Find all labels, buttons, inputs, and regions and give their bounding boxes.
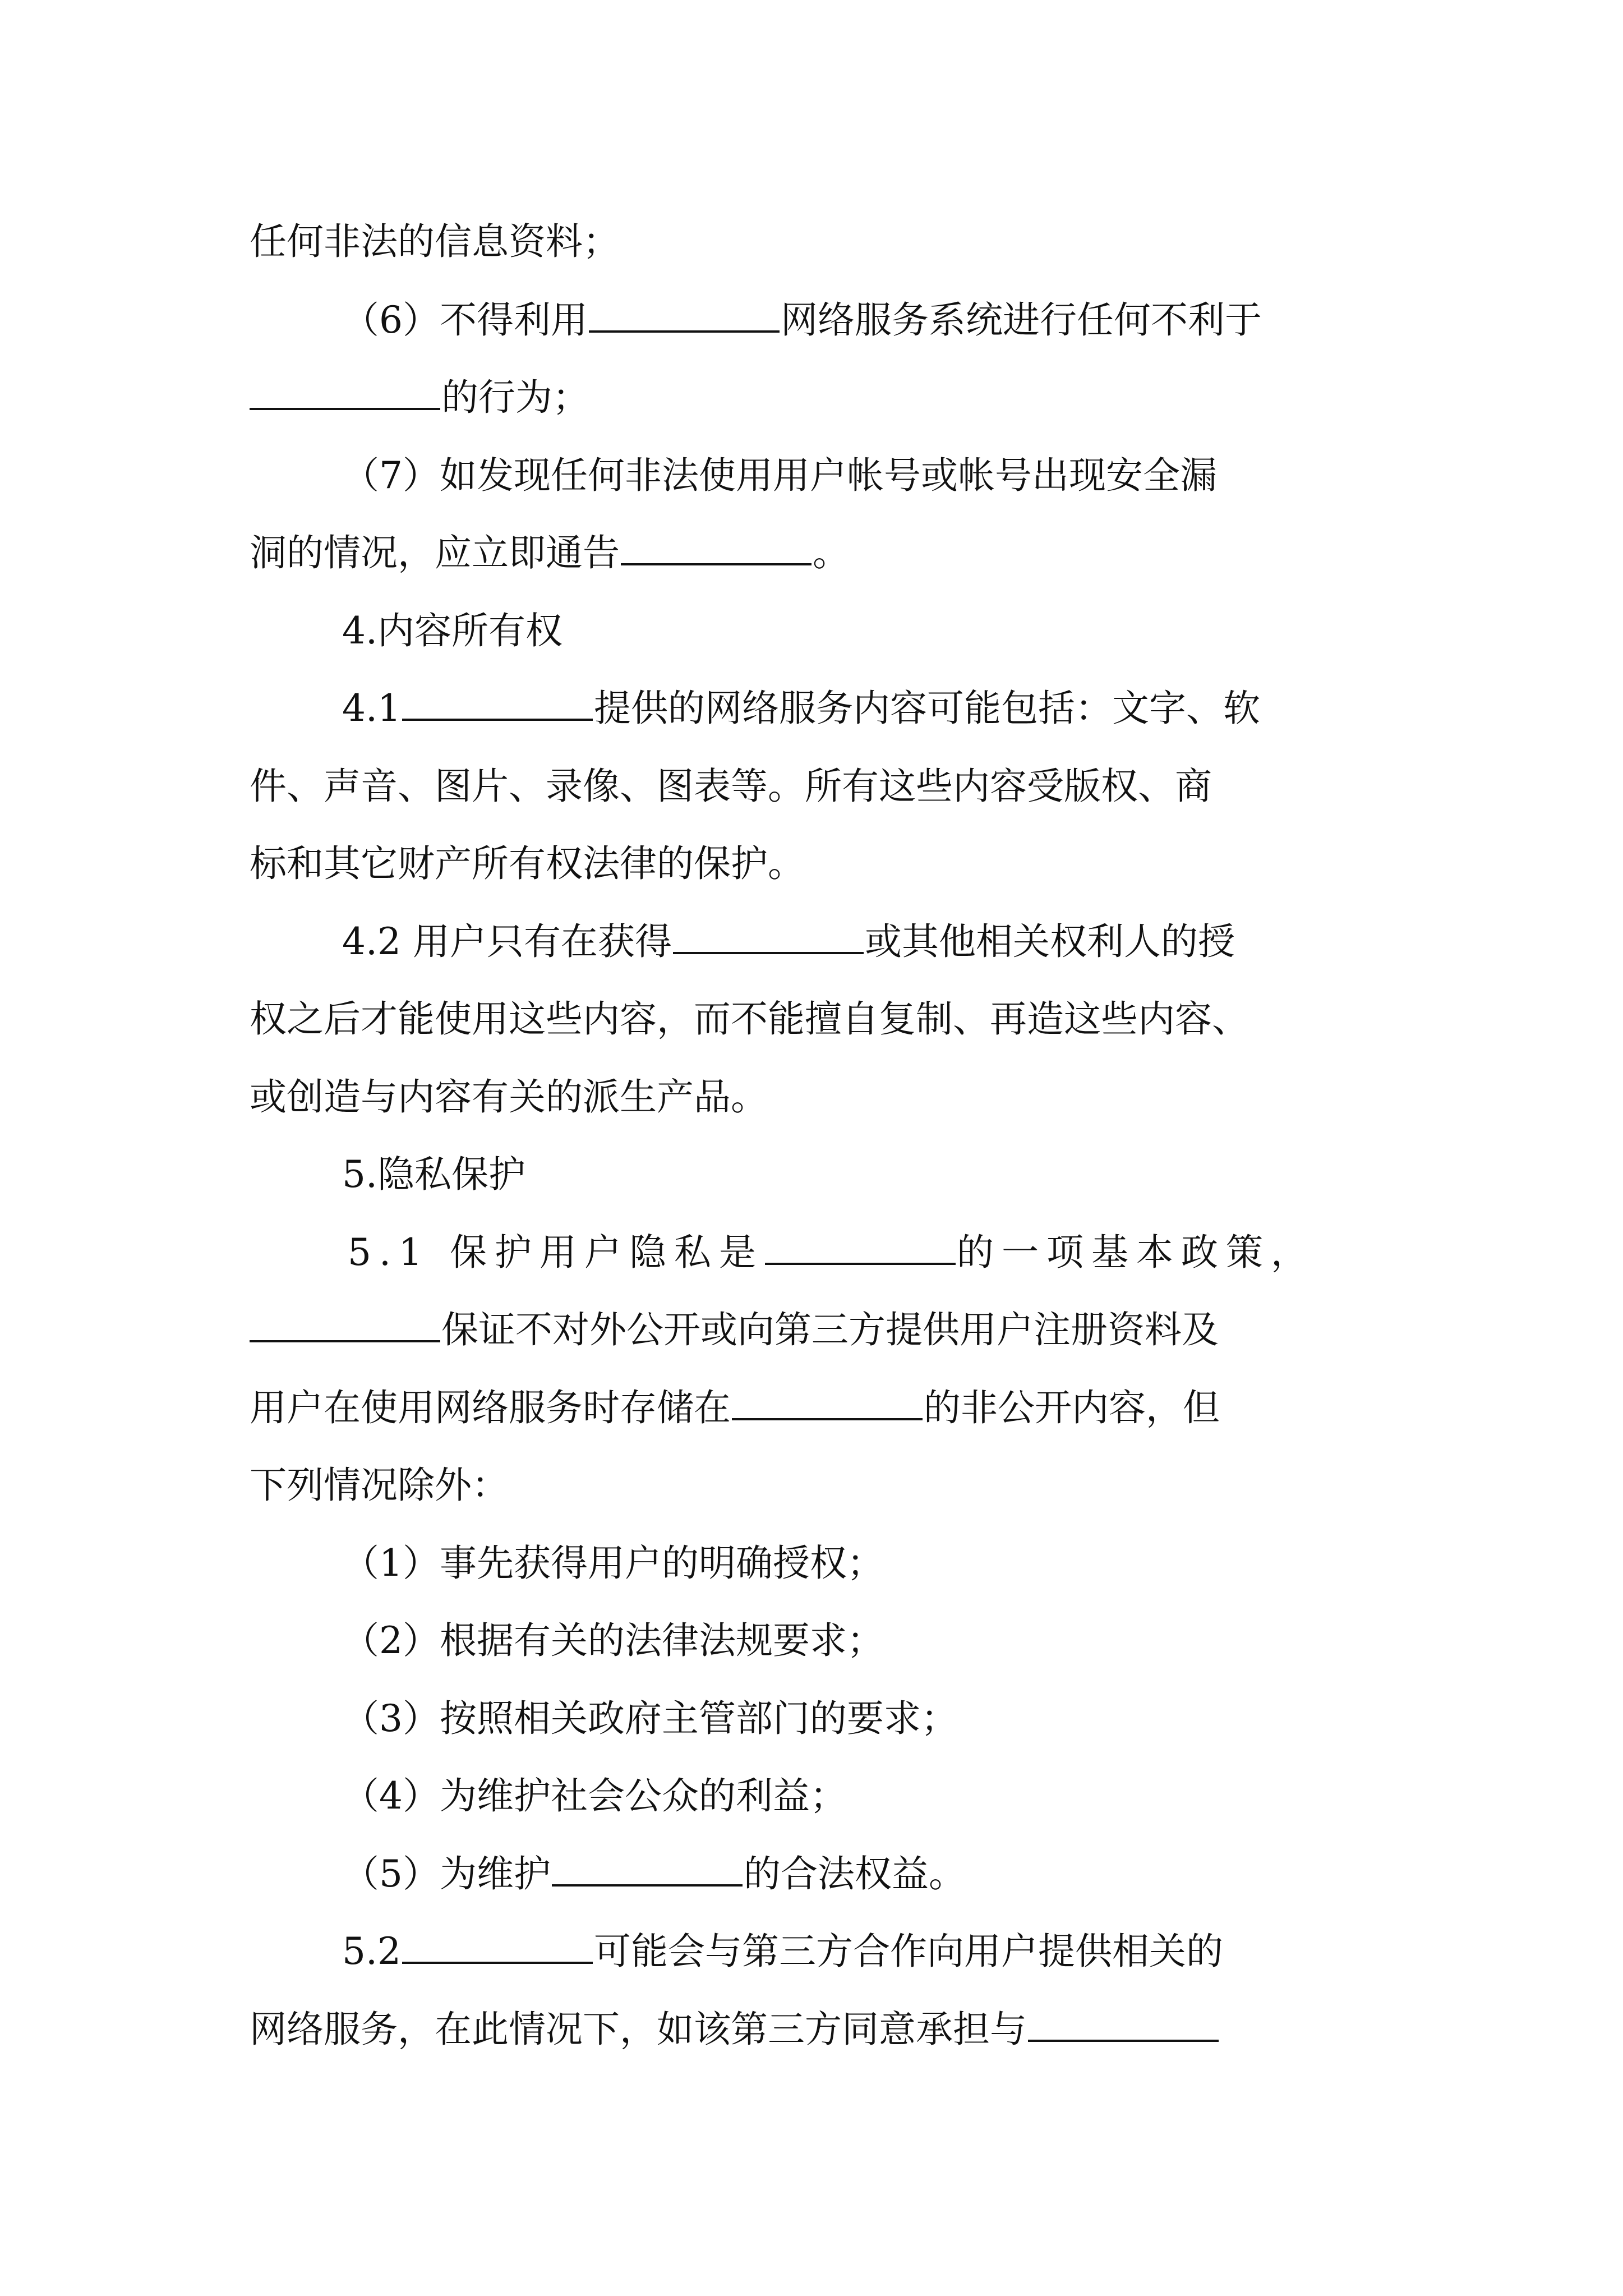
fill-in-blank — [552, 1882, 743, 1887]
text-segment: 4.内容所有权 — [342, 609, 562, 652]
text-line — [342, 1930, 1223, 1978]
fill-in-blank — [402, 1959, 593, 1964]
text-segment: 或创造与内容有关的派生产品。 — [250, 1075, 768, 1119]
text-line — [250, 842, 805, 890]
text-line — [348, 1231, 1316, 1279]
fill-in-blank — [589, 328, 780, 333]
text-segment: 网络服务系统进行任何不利于 — [781, 298, 1262, 342]
text-line — [250, 997, 1249, 1046]
list-item — [342, 1619, 884, 1667]
text-line — [250, 1075, 768, 1124]
text-segment: 网络服务，在此情况下，如该第三方同意承担与 — [250, 2008, 1027, 2051]
fill-in-blank — [402, 716, 593, 721]
text-segment: 权之后才能使用这些内容，而不能擅自复制、再造这些内容、 — [250, 997, 1249, 1041]
text-line — [342, 920, 1235, 968]
text-line — [250, 531, 850, 579]
text-segment: 的非公开内容，但 — [924, 1386, 1220, 1429]
text-line — [250, 1464, 509, 1512]
text-line — [342, 454, 1217, 502]
fill-in-blank — [621, 561, 811, 565]
text-line — [342, 298, 1262, 347]
text-segment: 。 — [813, 531, 850, 574]
fill-in-blank — [765, 1260, 956, 1265]
text-segment: 4.2 用户只有在获得 — [342, 920, 672, 963]
list-item — [342, 1774, 847, 1823]
text-line — [250, 220, 620, 268]
text-segment: 提供的网络服务内容可能包括：文字、软 — [593, 687, 1260, 730]
section-heading — [342, 609, 562, 657]
text-segment: 可能会与第三方合作向用户提供相关的 — [593, 1930, 1223, 1973]
text-segment: 或其他相关权利人的授 — [864, 920, 1235, 963]
text-segment: 标和其它财产所有权法律的保护。 — [250, 842, 805, 885]
text-segment: 用户在使用网络服务时存储在 — [250, 1386, 731, 1429]
text-segment: 5.1 保护用户隐私是 — [348, 1231, 764, 1274]
list-item — [342, 1697, 958, 1745]
text-segment: 下列情况除外： — [250, 1464, 509, 1507]
list-item — [342, 1542, 884, 1590]
text-line — [250, 2008, 1220, 2056]
fill-in-blank — [1028, 2037, 1219, 2042]
text-segment: 5.2 — [342, 1930, 401, 1973]
section-heading — [342, 1153, 525, 1201]
text-segment: 件、声音、图片、录像、图表等。所有这些内容受版权、商 — [250, 765, 1212, 808]
text-segment: 的行为； — [441, 376, 589, 419]
text-segment: 洞的情况，应立即通告 — [250, 531, 620, 574]
text-segment: 4.1 — [342, 687, 401, 730]
text-line — [250, 376, 589, 424]
text-segment: （5）为维护 — [342, 1852, 551, 1895]
text-segment: （3）按照相关政府主管部门的要求； — [342, 1697, 958, 1740]
text-line — [342, 687, 1260, 735]
fill-in-blank — [250, 1338, 440, 1342]
text-segment: 5.隐私保护 — [342, 1153, 525, 1196]
text-segment: （1）事先获得用户的明确授权； — [342, 1542, 884, 1585]
text-segment: 的一项基本政策， — [956, 1231, 1316, 1274]
text-segment: （4）为维护社会公众的利益； — [342, 1774, 847, 1818]
list-item — [342, 1852, 966, 1901]
text-line — [250, 765, 1212, 813]
text-segment: 的合法权益。 — [744, 1852, 966, 1895]
text-segment: （6）不得利用 — [342, 298, 588, 342]
text-line — [250, 1386, 1220, 1434]
fill-in-blank — [732, 1416, 923, 1420]
text-line — [250, 1308, 1219, 1356]
text-segment: 任何非法的信息资料； — [250, 220, 620, 263]
text-segment: （2）根据有关的法律法规要求； — [342, 1619, 884, 1662]
text-segment: 保证不对外公开或向第三方提供用户注册资料及 — [441, 1308, 1219, 1351]
fill-in-blank — [250, 406, 440, 410]
text-segment: （7）如发现任何非法使用用户帐号或帐号出现安全漏 — [342, 454, 1217, 497]
fill-in-blank — [673, 950, 864, 954]
